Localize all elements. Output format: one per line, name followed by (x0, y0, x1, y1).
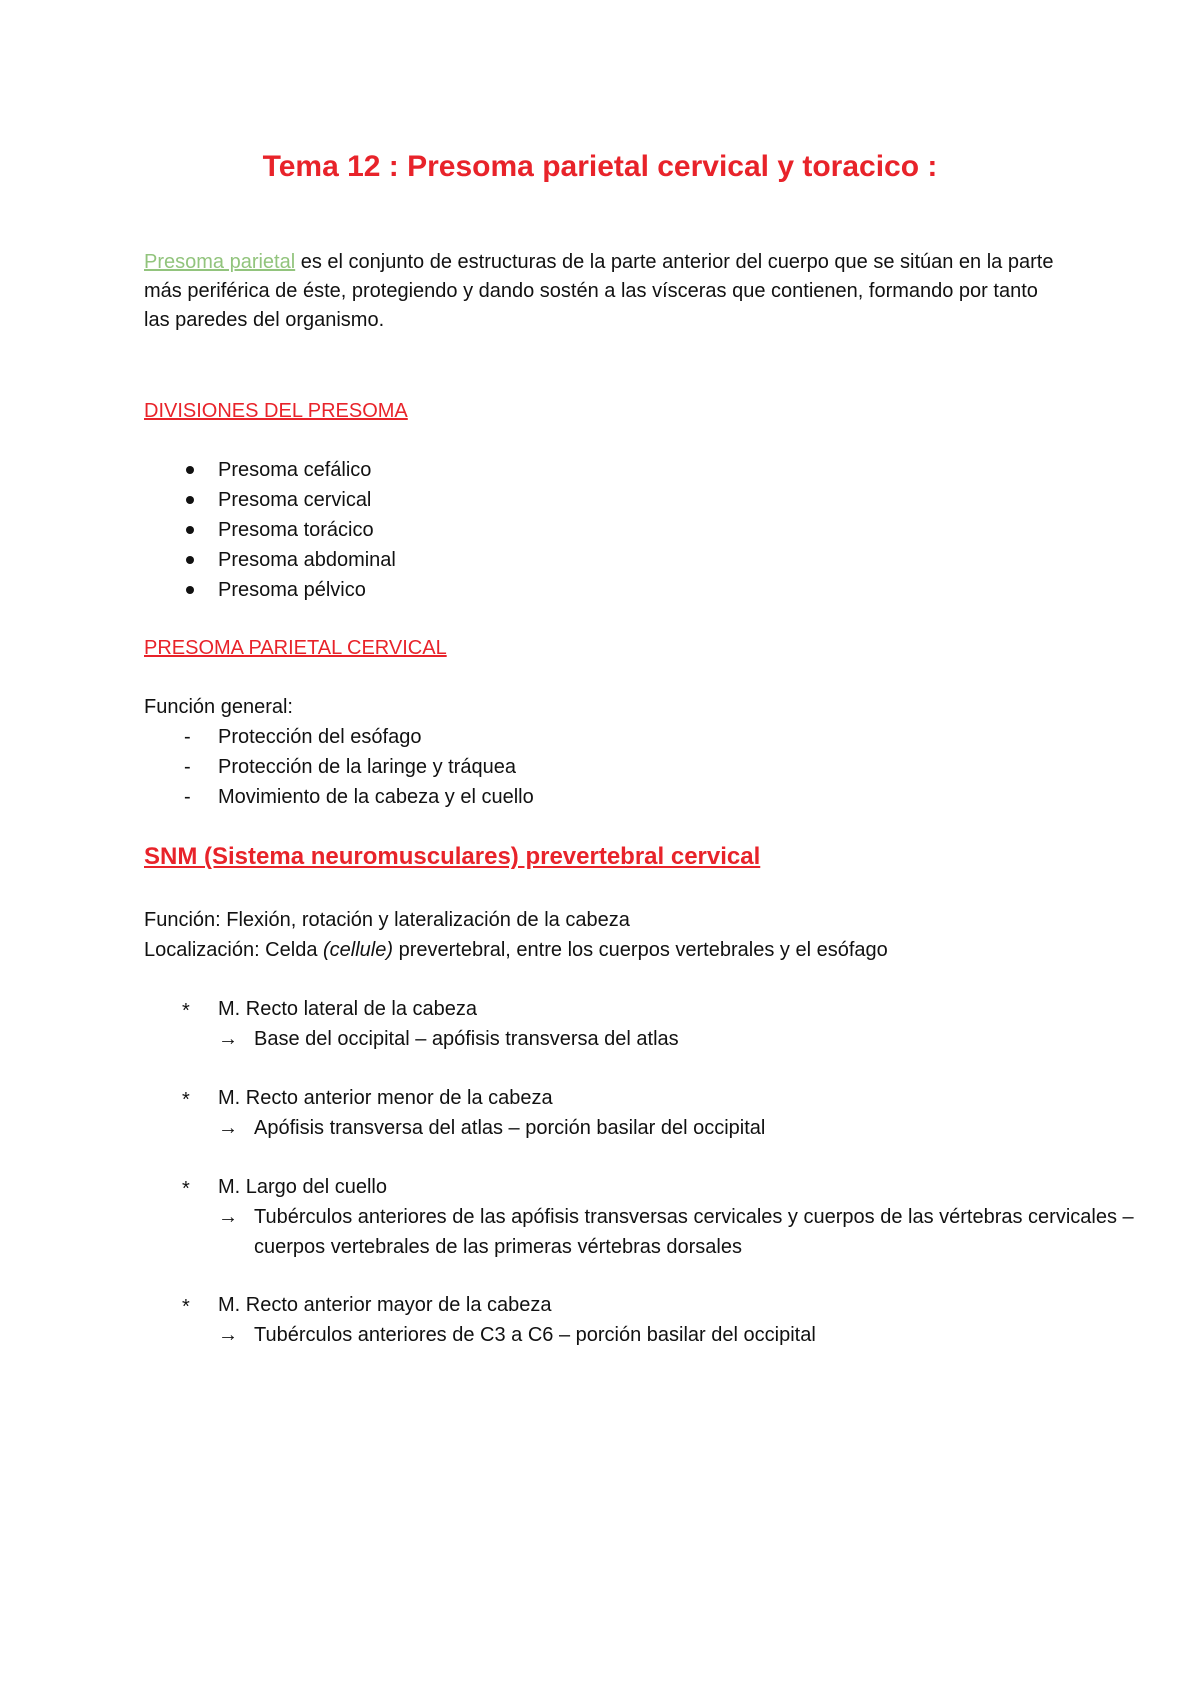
asterisk-icon: * (182, 1178, 190, 1200)
muscle-path: Tubérculos anteriores de C3 a C6 – porción basilar del occipital (254, 1324, 816, 1346)
list-item-label: Presoma cervical (218, 489, 372, 511)
divisiones-heading: DIVISIONES DEL PRESOMA (144, 400, 408, 422)
muscle-name: M. Recto anterior menor de la cabeza (218, 1087, 553, 1109)
list-item-label: Presoma torácico (218, 519, 374, 541)
dash-icon: - (184, 726, 191, 748)
muscle-path: Apófisis transversa del atlas – porción basilar del occipital (254, 1117, 766, 1139)
muscle-name: M. Recto lateral de la cabeza (218, 998, 478, 1020)
arrow-right-icon: → (218, 1206, 238, 1228)
bullet-icon (186, 466, 194, 474)
muscle-item (180, 994, 1134, 1054)
list-item-label: Movimiento de la cabeza y el cuello (218, 786, 534, 808)
muscle-name: M. Recto anterior mayor de la cabeza (218, 1294, 552, 1316)
arrow-right-icon: → (218, 1324, 238, 1346)
cervical-heading: PRESOMA PARIETAL CERVICAL (144, 637, 447, 659)
muscle-item (180, 1290, 1134, 1350)
dash-icon: - (184, 786, 191, 808)
bullet-icon (186, 586, 194, 594)
bullet-icon (186, 526, 194, 534)
intro-paragraph (144, 248, 1064, 335)
list-item-label: Protección de la laringe y tráquea (218, 756, 516, 778)
list-item-label: Protección del esófago (218, 726, 422, 748)
asterisk-icon: * (182, 1000, 190, 1022)
list-item-label: Presoma cefálico (218, 459, 372, 481)
localizacion-prefix: Localización: Celda (144, 939, 323, 961)
asterisk-icon: * (182, 1296, 190, 1318)
asterisk-icon: * (182, 1089, 190, 1111)
bullet-icon (186, 556, 194, 564)
intro-lead-term: Presoma parietal (144, 251, 296, 273)
intro-text: es el conjunto de estructuras de la parte anterior del cuerpo que se sitúan en la parte más periférica de éste, protegiendo y dando sostén a las vísceras que contienen, formando por tanto las paredes del organismo. (144, 251, 1054, 331)
muscle-item (180, 1172, 1134, 1262)
page-title: Tema 12 : Presoma parietal cervical y toracico : (262, 150, 938, 183)
bullet-icon (186, 496, 194, 504)
snm-funcion: Función: Flexión, rotación y lateralización de la cabeza (144, 909, 630, 931)
localizacion-italic: (cellule) (323, 939, 394, 961)
list-item-label: Presoma abdominal (218, 549, 396, 571)
arrow-right-icon: → (218, 1117, 238, 1139)
list-item-label: Presoma pélvico (218, 579, 366, 601)
function-label: Función general: (144, 696, 293, 718)
snm-localizacion (144, 936, 888, 965)
localizacion-suffix: prevertebral, entre los cuerpos vertebrales y el esófago (393, 939, 888, 961)
muscle-item (180, 1083, 1134, 1143)
snm-heading: SNM (Sistema neuromusculares) prevertebral cervical (144, 843, 761, 870)
muscle-path: Base del occipital – apófisis transversa del atlas (254, 1028, 679, 1050)
arrow-right-icon: → (218, 1028, 238, 1050)
dash-icon: - (184, 756, 191, 778)
muscle-name: M. Largo del cuello (218, 1176, 387, 1198)
muscle-path: Tubérculos anteriores de las apófisis transversas cervicales y cuerpos de las vértebras cervicales – cuerpos vertebrales de las primeras vértebras dorsales (254, 1206, 1134, 1258)
